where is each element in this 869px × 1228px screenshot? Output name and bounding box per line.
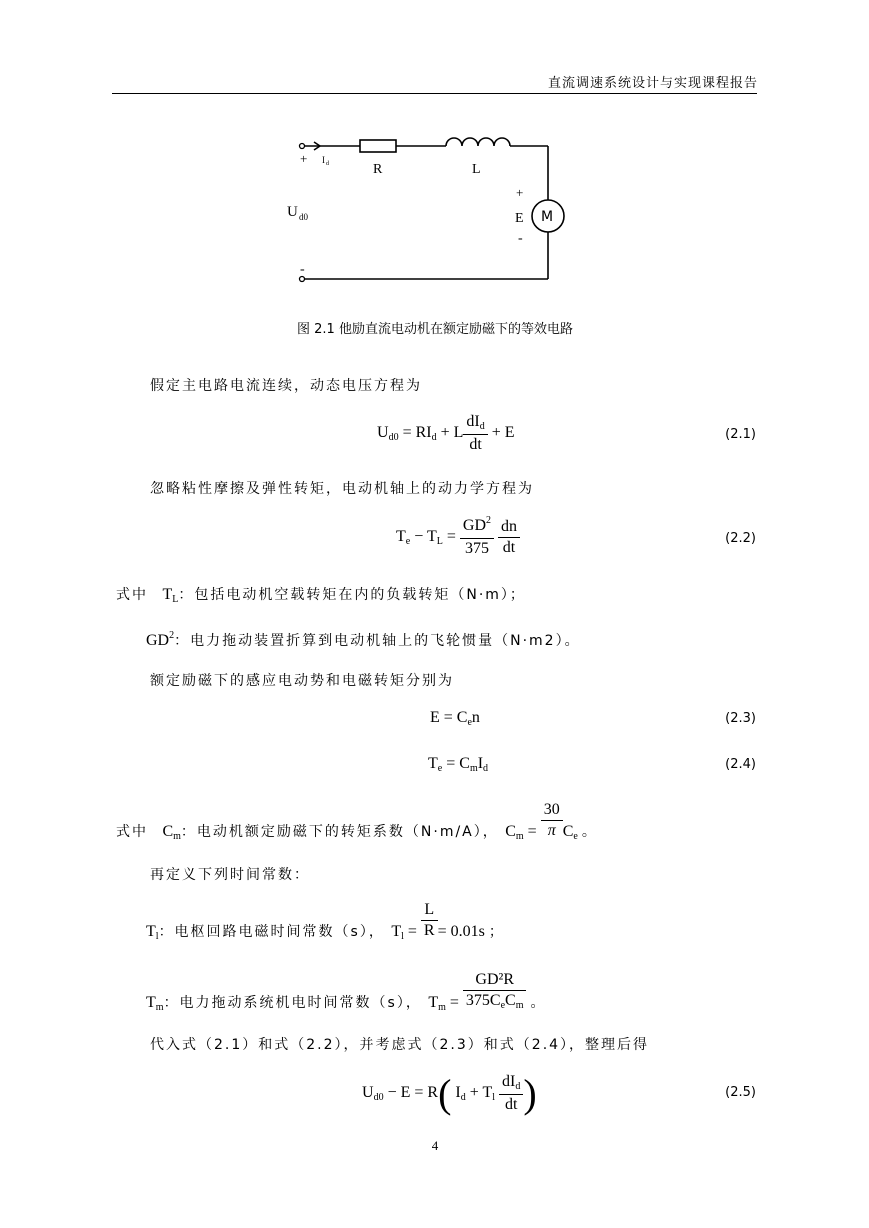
- terminal-bottom: [300, 277, 305, 282]
- paragraph-9: Tm：电力拖动系统机电时间常数（s）， Tm = $\frac{\text{GD²R}}{\text{375CeCm}}$ 。: [146, 971, 547, 1014]
- paragraph-4: $GD^2$：电力拖动装置折算到电动机轴上的飞轮惯量（N·m2）。: [146, 630, 581, 649]
- right-paren: ): [523, 1071, 537, 1116]
- header-rule: [112, 93, 757, 94]
- equation-2-4: Te = CmId: [428, 755, 489, 774]
- ud0-label: U: [287, 204, 298, 220]
- plus-top-label: +: [300, 151, 308, 166]
- equation-number-2-5: (2.5): [725, 1085, 756, 1100]
- paragraph-2: 忽略粘性摩擦及弹性转矩，电动机轴上的动力学方程为: [150, 481, 534, 497]
- paragraph-8: Tl：电枢回路电磁时间常数（s）， Tl = $\frac{L}{R}$ = 0.01s ；: [146, 901, 505, 943]
- ud0-sub-label: d0: [299, 212, 308, 222]
- motor-label: M: [541, 209, 554, 225]
- equation-number-2-4: (2.4): [725, 757, 756, 772]
- paragraph-3: 式中 TL：包括电动机空载转矩在内的负载转矩（N·m）；: [116, 586, 526, 605]
- equation-2-5: Ud0 − E = R( Id + Tl $\frac{\text{dId}}{dt}$ ): [362, 1071, 537, 1116]
- inductor-symbol: [446, 138, 510, 146]
- id-sub-label: d: [326, 161, 329, 167]
- paragraph-7: 再定义下列时间常数：: [150, 867, 310, 883]
- e-minus-label: -: [518, 231, 523, 246]
- running-header: 直流调速系统设计与实现课程报告: [548, 76, 759, 91]
- resistor-symbol: [360, 140, 396, 152]
- e-plus-label: +: [516, 185, 524, 200]
- left-paren: (: [438, 1071, 452, 1116]
- page-number: 4: [431, 1138, 439, 1153]
- paragraph-6: 式中 Cm：电动机额定励磁下的转矩系数（N·m/A）， Cm = $\frac{30}{\pi}$ Ce 。: [116, 801, 598, 843]
- r-label: R: [373, 162, 383, 177]
- equation-number-2-2: (2.2): [725, 531, 756, 546]
- terminal-top: [300, 144, 305, 149]
- equation-number-2-1: (2.1): [725, 427, 756, 442]
- l-label: L: [472, 162, 481, 177]
- equation-2-3: E = Cen: [430, 709, 480, 728]
- id-label: I: [322, 155, 325, 165]
- circuit-diagram: [280, 130, 590, 295]
- minus-bottom-label: -: [300, 262, 305, 277]
- paragraph-10: 代入式（2.1）和式（2.2），并考虑式（2.3）和式（2.4），整理后得: [150, 1037, 650, 1053]
- e-label: E: [515, 211, 524, 226]
- paragraph-1: 假定主电路电流连续，动态电压方程为: [150, 378, 422, 394]
- equation-2-2: Te − TL = $\frac{GD^2}{375}$ $\frac{dn}{dt}$: [396, 516, 520, 559]
- paragraph-5: 额定励磁下的感应电动势和电磁转矩分别为: [150, 673, 454, 689]
- equation-number-2-3: (2.3): [725, 711, 756, 726]
- equation-2-1: Ud0 = RId + L $\frac{\text{dId}}{dt}$ + E: [377, 413, 515, 453]
- figure-caption: 图 2.1 他励直流电动机在额定励磁下的等效电路: [297, 322, 573, 337]
